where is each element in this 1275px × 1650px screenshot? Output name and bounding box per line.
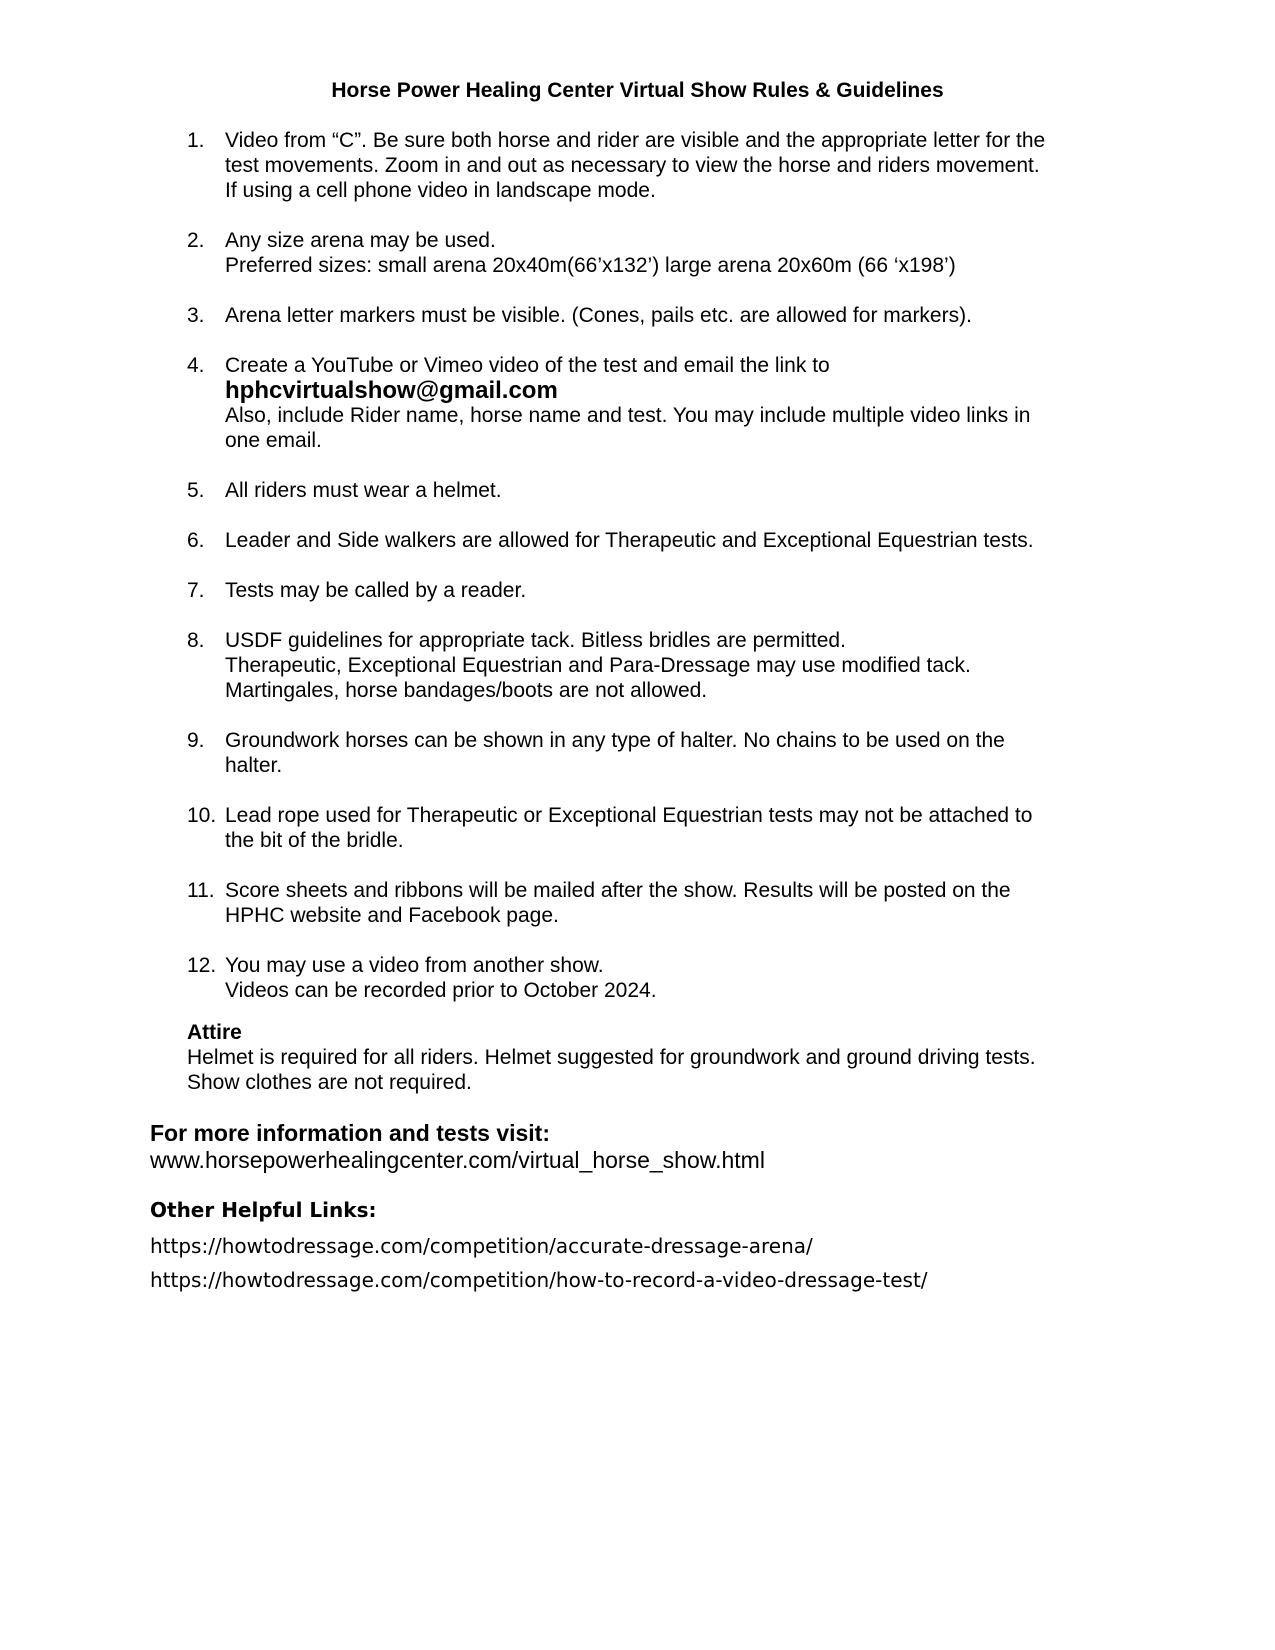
- rule-item-11: [187, 878, 1147, 928]
- rule-number: 6.: [187, 529, 205, 552]
- helpful-link-record-video[interactable]: https://howtodressage.com/competition/how-to-record-a-video-dressage-test/: [150, 1268, 928, 1292]
- rule-text-line: Martingales, horse bandages/boots are not allowed.: [225, 679, 708, 702]
- attire-text-line: Show clothes are not required.: [187, 1071, 472, 1094]
- more-info-section: [150, 1120, 1150, 1174]
- rule-item-3: [187, 303, 1147, 328]
- rule-item-5: [187, 478, 1147, 503]
- helpful-links-section: [150, 1197, 1150, 1297]
- rule-number: 1.: [187, 129, 205, 152]
- rules-list: [187, 128, 1147, 1028]
- rule-text-line: USDF guidelines for appropriate tack. Bitless bridles are permitted.: [225, 629, 846, 652]
- rule-item-9: [187, 728, 1147, 778]
- helpful-links-heading: Other Helpful Links:: [150, 1198, 377, 1222]
- rule-number: 4.: [187, 354, 205, 377]
- rule-text-line: You may use a video from another show.: [225, 954, 604, 977]
- rule-text-line: test movements. Zoom in and out as necessary to view the horse and riders movement.: [225, 154, 1040, 177]
- rule-text-line: Also, include Rider name, horse name and test. You may include multiple video links in: [225, 404, 1031, 427]
- rule-number: 9.: [187, 729, 205, 752]
- rule-text-line: Videos can be recorded prior to October 2024.: [225, 979, 657, 1002]
- rule-item-8: [187, 628, 1147, 703]
- rule-item-4: [187, 353, 1147, 453]
- rule-item-7: [187, 578, 1147, 603]
- rule-number: 10.: [187, 804, 217, 827]
- helpful-link-arena[interactable]: https://howtodressage.com/competition/accurate-dressage-arena/: [150, 1234, 813, 1258]
- rule-text-line: If using a cell phone video in landscape mode.: [225, 179, 656, 202]
- rule-text-line: HPHC website and Facebook page.: [225, 904, 559, 927]
- rule-item-6: [187, 528, 1147, 553]
- rule-item-10: [187, 803, 1147, 853]
- rule-text-line: Any size arena may be used.: [225, 229, 496, 252]
- rule-text-line: Arena letter markers must be visible. (Cones, pails etc. are allowed for markers).: [225, 304, 972, 327]
- submission-email[interactable]: hphcvirtualshow@gmail.com: [225, 377, 558, 404]
- page-title: Horse Power Healing Center Virtual Show Rules & Guidelines: [331, 79, 944, 102]
- rule-text-line: Therapeutic, Exceptional Equestrian and Para-Dressage may use modified tack.: [225, 654, 971, 677]
- attire-section: [187, 1020, 1147, 1095]
- rule-text-line: All riders must wear a helmet.: [225, 479, 502, 502]
- rule-text-line: the bit of the bridle.: [225, 829, 404, 852]
- rule-number: 5.: [187, 479, 205, 502]
- rule-text-line: Groundwork horses can be shown in any type of halter. No chains to be used on the: [225, 729, 1005, 752]
- website-link[interactable]: www.horsepowerhealingcenter.com/virtual_horse_show.html: [150, 1147, 765, 1173]
- rule-item-1: [187, 128, 1147, 203]
- rule-text-line: Preferred sizes: small arena 20x40m(66’x132’) large arena 20x60m (66 ‘x198’): [225, 254, 956, 277]
- rule-text-line: Video from “C”. Be sure both horse and rider are visible and the appropriate letter for the: [225, 129, 1046, 152]
- rule-number: 12.: [187, 954, 217, 977]
- rule-text-line: Score sheets and ribbons will be mailed after the show. Results will be posted on the: [225, 879, 1011, 902]
- rule-text-line: Leader and Side walkers are allowed for Therapeutic and Exceptional Equestrian tests.: [225, 529, 1034, 552]
- rule-number: 3.: [187, 304, 205, 327]
- more-info-heading: For more information and tests visit:: [150, 1120, 550, 1146]
- rule-text-line: one email.: [225, 429, 322, 452]
- rule-text-line: halter.: [225, 754, 283, 777]
- rule-number: 2.: [187, 229, 205, 252]
- rule-text-line: Lead rope used for Therapeutic or Exceptional Equestrian tests may not be attached to: [225, 804, 1033, 827]
- attire-text-line: Helmet is required for all riders. Helmet suggested for groundwork and ground driving tests.: [187, 1046, 1036, 1069]
- rule-text-line: Create a YouTube or Vimeo video of the test and email the link to: [225, 354, 830, 377]
- rule-number: 8.: [187, 629, 205, 652]
- rule-item-2: [187, 228, 1147, 278]
- rule-number: 7.: [187, 579, 205, 602]
- rule-text-line: Tests may be called by a reader.: [225, 579, 527, 602]
- attire-heading: Attire: [187, 1021, 242, 1044]
- rule-number: 11.: [187, 879, 215, 902]
- rule-item-12: [187, 953, 1147, 1003]
